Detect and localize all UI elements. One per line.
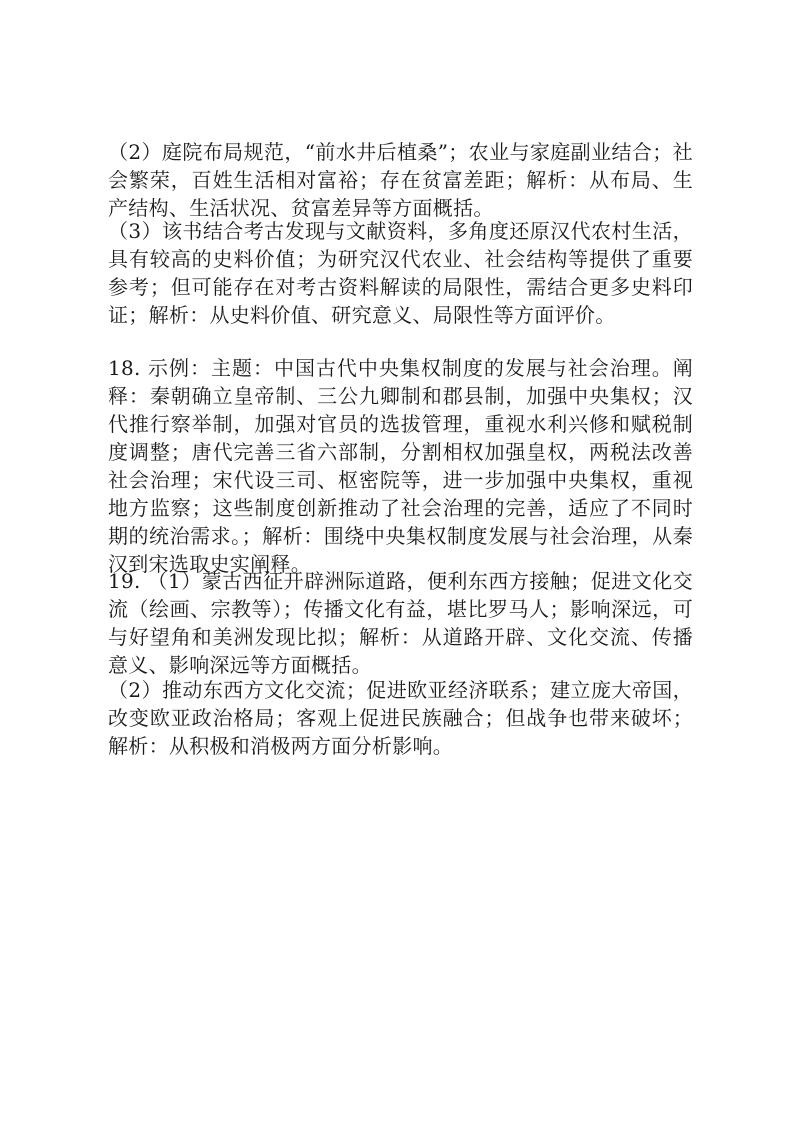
answer-paragraph-18: 18. 示例：主题：中国古代中央集权制度的发展与社会治理。阐释：秦朝确立皇帝制、三公九卿制和郡县制，加强中央集权；汉代推行察举制，加强对官员的选拔管理，重视水利兴修和赋税制度调整；唐代完善三省六部制，分割相权加强皇权，两税法改善社会治理；宋代设三司、枢密院等，进一步加强中央集权，重视地方监察；这些制度创新推动了社会治理的完善，适应了不同时期的统治需求。；解析：围绕中央集权制度发展与社会治理，从秦汉到宋选取史实阐释。 [108,356,693,576]
answer-paragraph-17-3: （3）该书结合考古发现与文献资料，多角度还原汉代农村生活，具有较高的史料价值；为研究汉代农业、社会结构等提供了重要参考；但可能存在对考古资料解读的局限性，需结合更多史料印证；解析：从史料价值、研究意义、局限性等方面评价。 [108,219,693,327]
answer-paragraph-19-2: （2）推动东西方文化交流；促进欧亚经济联系；建立庞大帝国，改变欧亚政治格局；客观上促进民族融合；但战争也带来破坏；解析：从积极和消极两方面分析影响。 [108,678,693,758]
answer-paragraph-19-1: 19. （1）蒙古西征开辟洲际道路，便利东西方接触；促进文化交流（绘画、宗教等）；传播文化有益，堪比罗马人；影响深远，可与好望角和美洲发现比拟；解析：从道路开辟、文化交流、传播意义、影响深远等方面概括。 [108,569,693,677]
answer-paragraph-17-2: （2）庭院布局规范，“前水井后植桑”；农业与家庭副业结合；社会繁荣，百姓生活相对富裕；存在贫富差距；解析：从布局、生产结构、生活状况、贫富差异等方面概括。 [108,140,693,220]
